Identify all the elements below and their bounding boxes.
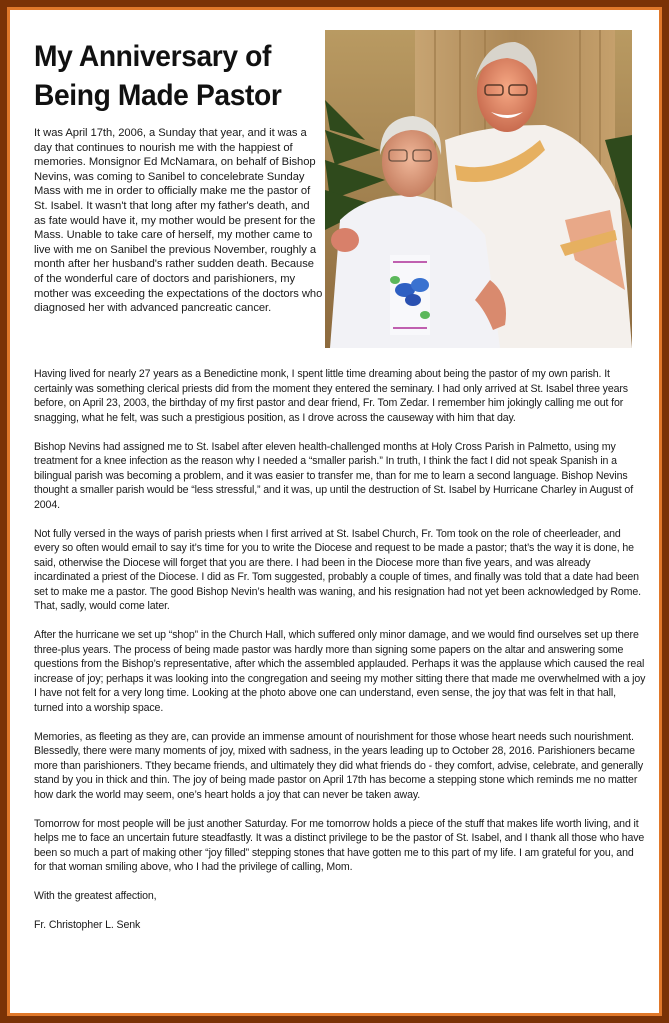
body-paragraph: After the hurricane we set up “shop” in the Church Hall, which suffered only minor damage, and we would find ourselves set up there three-plus years. The process of being made pastor was hardly more than signing some papers on the altar and answering some questions from the Bishop’s representative, after which the assembled applauded. Perhaps it was the applause which caused the real increase of joy; perhaps it was looking into the congregation and seeing my mother sitting there that made me overwhelmed with a joy I have not felt for a very long time. Looking at the photo above one can understand, even sense, the joy that was felt in that hall, turned into a worship space. — [34, 629, 646, 714]
body-paragraph: Having lived for nearly 27 years as a Benedictine monk, I spent little time dreaming about being the pastor of my own parish. It certainly was something clerical priests did from the moment they entered the seminary. I had only arrived at St. Isabel three years before, on April 23, 2003, the birthday of my first pastor and dear friend, Fr. Tom Zedar. I remember him jokingly calling me out for snagging, what he felt, was such a prestigious position, as I drove across the causeway with him that day. — [34, 368, 628, 424]
body-paragraph: Not fully versed in the ways of parish priests when I first arrived at St. Isabel Church, Fr. Tom took on the role of cheerleader, and every so often would email to say it’s time for you to write the Diocese and request to be made a pastor; that’s the way it is done, he said, otherwise the Diocese will forget that you are there. I had been in the Diocese more than five years, and was already incardinated a priest of the Diocese. I did as Fr. Tom suggested, probably a couple of times, and finally was told that a date had been set to make me a pastor. The good Bishop Nevin’s health was waning, and his resignation had not yet been acknowledged by Rome. That, sadly, would come later. — [34, 527, 641, 612]
article-photo — [325, 30, 632, 348]
signature: Fr. Christopher L. Senk — [34, 919, 141, 931]
closing-line: With the greatest affection, — [34, 890, 157, 902]
article — [10, 10, 659, 1013]
title-line-1: My Anniversary of — [34, 40, 272, 73]
body-paragraph: Memories, as fleeting as they are, can provide an immense amount of nourishment for those whose heart needs such nourishment. Blessedly, there were many moments of joy, mixed with sadness, in the years leading up to October 28, 2016. Parishioners became more than parishioners. Tthey became friends, and ultimately they did what friends do - they comfort, advise, celebrate, and generally stand by you in thick and thin. The joy of being made pastor on April 17th has become a stepping stone which reminds me no matter how dark the world may seem, one’s heart holds a joy that can never be taken away. — [34, 730, 644, 801]
photo-image — [325, 30, 632, 348]
title-line-2: Being Made Pastor — [34, 79, 282, 112]
page-frame-inner — [7, 7, 662, 1016]
body-paragraph: Tomorrow for most people will be just another Saturday. For me tomorrow holds a piece of the stuff that makes life worth living, and it helps me to face an uncertain future steadfastly. It was a distinct privilege to be the pastor of St. Isabel, and I thank all those who have been so much a part of making other “joy filled” stepping stones that have gotten me to this part of my life. I am grateful for you, and for that woman smiling above, who I had the privilege of calling, Mom. — [34, 817, 645, 873]
article-title — [34, 37, 307, 115]
body-paragraph: Bishop Nevins had assigned me to St. Isabel after eleven health-challenged months at Holy Cross Parish in Palmetto, using my treatment for a knee infection as the reason why I needed a “smaller parish.” In truth, I think the fact I did not speak Spanish in a bilingual parish was becoming a problem, and it was easier to transfer me, than for me to learn a second language. Bishop Nevins thought a smaller parish would be “less stressful,” and it was, up until the destruction of St. Isabel by Hurricane Charley in August of 2004. — [34, 440, 634, 511]
article-body — [34, 367, 646, 947]
intro-paragraph: It was April 17th, 2006, a Sunday that year, and it was a day that continues to nourish me with the happiest of memories. Monsignor Ed McNamara, on behalf of Bishop Nevins, was coming to Sanibel to concelebrate Sunday Mass with me in order to officially make me the pastor of St. Isabel. It wasn't that long after my father's death, and as fate would have it, my mother would be present for the Mass. Unable to take care of herself, my mother came to live with me on Sanibel the previous November, roughly a month after her husband's rather sudden death. Because of the wonderful care of doctors and parishioners, my mother was exceeding the expectations of the doctors who diagnosed her with advanced pancreatic cancer. — [34, 127, 323, 315]
